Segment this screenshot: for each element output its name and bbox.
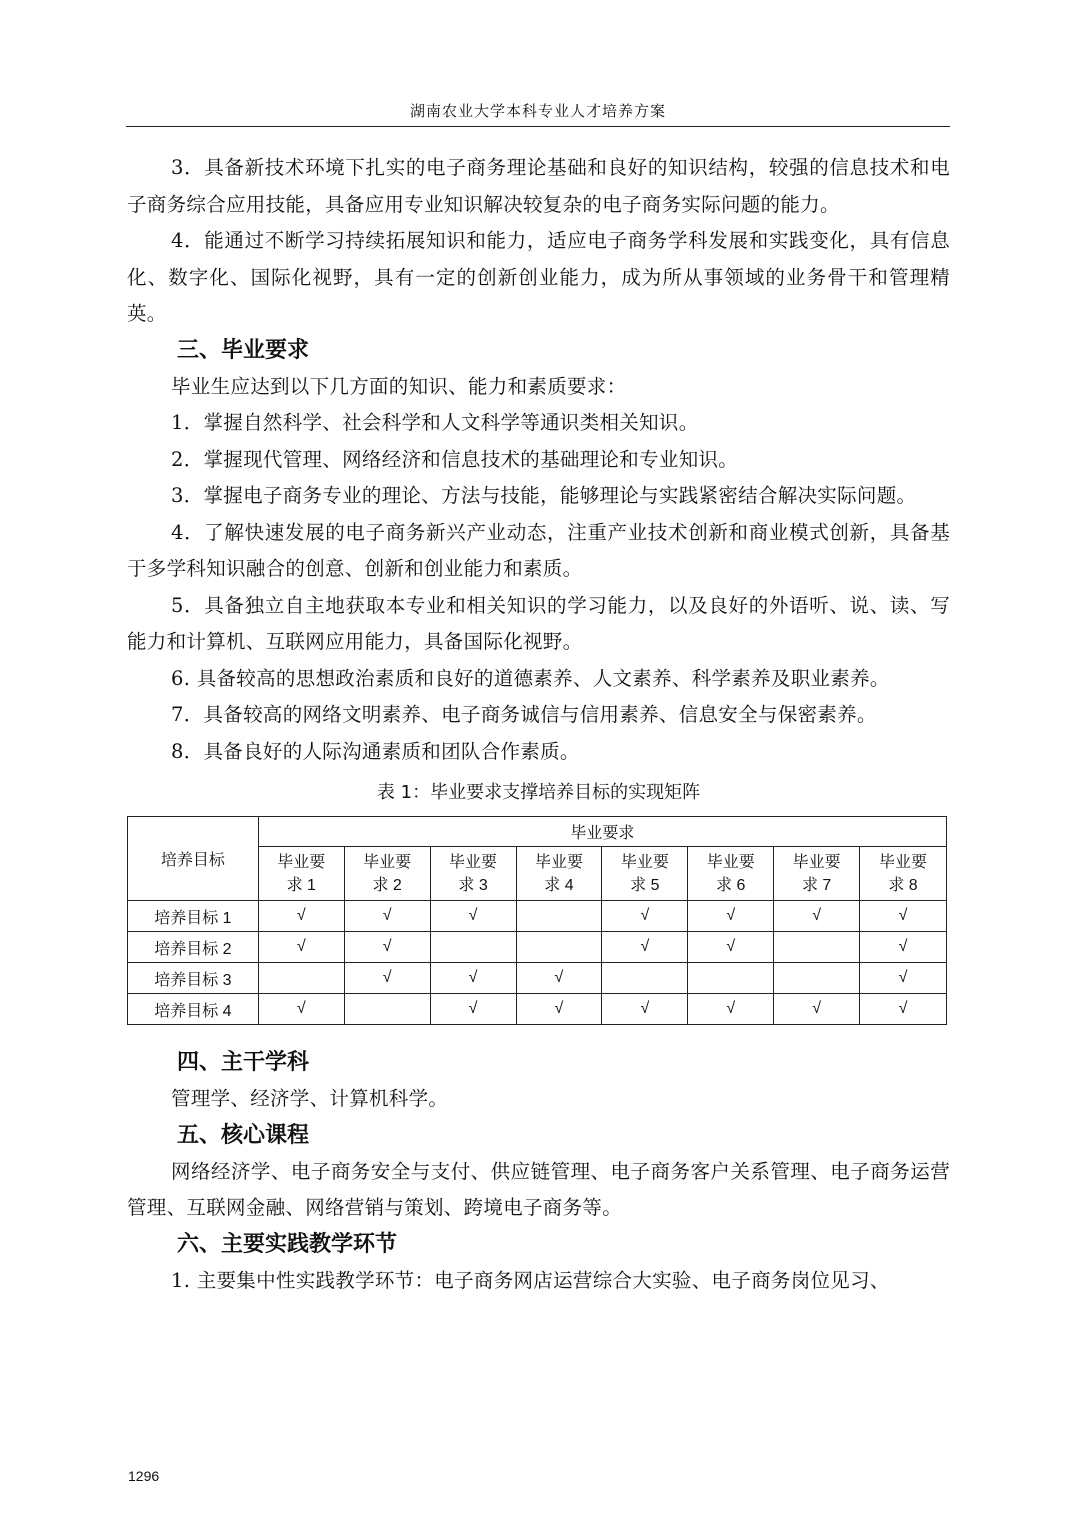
section-heading-practice: 六、主要实践教学环节 [177, 1231, 398, 1257]
table-row [128, 994, 947, 1025]
header-title: 湖南农业大学本科专业人才培养方案 [409, 102, 666, 120]
table-row [128, 932, 947, 963]
table-cell: √ [774, 901, 860, 932]
training-goal-4: 4．能通过不断学习持续拓展知识和能力，适应电子商务学科发展和实践变化，具有信息化、数字化、国际化视野，具有一定的创新创业能力，成为所从事领域的业务骨干和管理精英。 [127, 229, 950, 325]
column-header: 毕业要 求 4 [516, 847, 602, 901]
requirement-item-1: 1．掌握自然科学、社会科学和人文科学等通识类相关知识。 [171, 411, 699, 434]
table-cell: √ [430, 963, 516, 994]
table-cell: √ [688, 932, 774, 963]
core-courses-text: 网络经济学、电子商务安全与支付、供应链管理、电子商务客户关系管理、电子商务运营管理、互联网金融、网络营销与策划、跨境电子商务等。 [127, 1159, 950, 1219]
section-heading-graduation-requirements: 三、毕业要求 [177, 337, 310, 363]
table-cell: √ [430, 994, 516, 1025]
table-row [128, 963, 947, 994]
row-label: 培养目标 3 [128, 963, 259, 994]
table-cell [688, 963, 774, 994]
column-header: 毕业要 求 1 [258, 847, 344, 901]
requirement-item-6: 6. 具备较高的思想政治素质和良好的道德素养、人文素养、科学素养及职业素养。 [171, 666, 890, 690]
requirement-item-2: 2．掌握现代管理、网络经济和信息技术的基础理论和专业知识。 [171, 447, 739, 471]
practice-text: 1. 主要集中性实践教学环节：电子商务网店运营综合大实验、电子商务岗位见习、 [171, 1268, 890, 1292]
table-cell: √ [344, 963, 430, 994]
column-header: 毕业要 求 6 [688, 847, 774, 901]
column-header: 毕业要 求 7 [774, 847, 860, 901]
table-cell: √ [344, 901, 430, 932]
page-content [127, 150, 950, 1299]
table-header-row [128, 817, 947, 847]
table-cell [516, 901, 602, 932]
table-cell [774, 932, 860, 963]
table-cell: √ [258, 994, 344, 1025]
row-label: 培养目标 2 [128, 932, 259, 963]
table-cell: √ [602, 994, 688, 1025]
table-cell: √ [860, 963, 947, 994]
table-caption: 表 1：毕业要求支撑培养目标的实现矩阵 [376, 782, 701, 803]
table-cell [258, 963, 344, 994]
requirements-intro: 毕业生应达到以下几方面的知识、能力和素质要求： [171, 374, 627, 398]
column-header: 毕业要 求 3 [430, 847, 516, 901]
table-group-header: 毕业要求 [258, 817, 946, 847]
table-cell [516, 932, 602, 963]
page-header [126, 98, 950, 127]
table-cell: √ [344, 932, 430, 963]
table-cell [430, 932, 516, 963]
section-heading-core-courses: 五、核心课程 [177, 1122, 310, 1148]
table-cell: √ [602, 932, 688, 963]
table-cell: √ [430, 901, 516, 932]
requirement-item-4: 4．了解快速发展的电子商务新兴产业动态，注重产业技术创新和商业模式创新，具备基于多学科知识融合的创意、创新和创业能力和素质。 [127, 520, 950, 580]
table-cell: √ [602, 901, 688, 932]
row-label: 培养目标 4 [128, 994, 259, 1025]
requirement-item-7: 7．具备较高的网络文明素养、电子商务诚信与信用素养、信息安全与保密素养。 [171, 703, 877, 726]
table-cell: √ [516, 963, 602, 994]
table-cell: √ [258, 901, 344, 932]
table-cell: √ [258, 932, 344, 963]
table-cell: √ [688, 901, 774, 932]
requirements-matrix-table [127, 816, 947, 1025]
training-goal-3: 3．具备新技术环境下扎实的电子商务理论基础和良好的知识结构，较强的信息技术和电子商务综合应用技能，具备应用专业知识解决较复杂的电子商务实际问题的能力。 [127, 156, 950, 216]
requirement-item-5: 5．具备独立自主地获取本专业和相关知识的学习能力，以及良好的外语听、说、读、写能力和计算机、互联网应用能力，具备国际化视野。 [127, 593, 950, 653]
column-header: 毕业要 求 2 [344, 847, 430, 901]
row-label: 培养目标 1 [128, 901, 259, 932]
table-cell: √ [688, 994, 774, 1025]
section-heading-main-disciplines: 四、主干学科 [177, 1050, 310, 1075]
table-cell: √ [516, 994, 602, 1025]
table-cell [344, 994, 430, 1025]
table-cell: √ [774, 994, 860, 1025]
table-cell: √ [860, 901, 947, 932]
table-cell: √ [860, 994, 947, 1025]
table-corner-header: 培养目标 [128, 817, 259, 901]
table-row [128, 901, 947, 932]
requirement-item-3: 3．掌握电子商务专业的理论、方法与技能，能够理论与实践紧密结合解决实际问题。 [171, 484, 917, 507]
requirement-item-8: 8．具备良好的人际沟通素质和团队合作素质。 [171, 739, 580, 763]
main-disciplines-text: 管理学、经济学、计算机科学。 [171, 1087, 449, 1110]
table-cell: √ [860, 932, 947, 963]
table-cell [602, 963, 688, 994]
column-header: 毕业要 求 8 [860, 847, 947, 901]
table-cell [774, 963, 860, 994]
column-header: 毕业要 求 5 [602, 847, 688, 901]
page-number: 1296 [128, 1468, 160, 1484]
